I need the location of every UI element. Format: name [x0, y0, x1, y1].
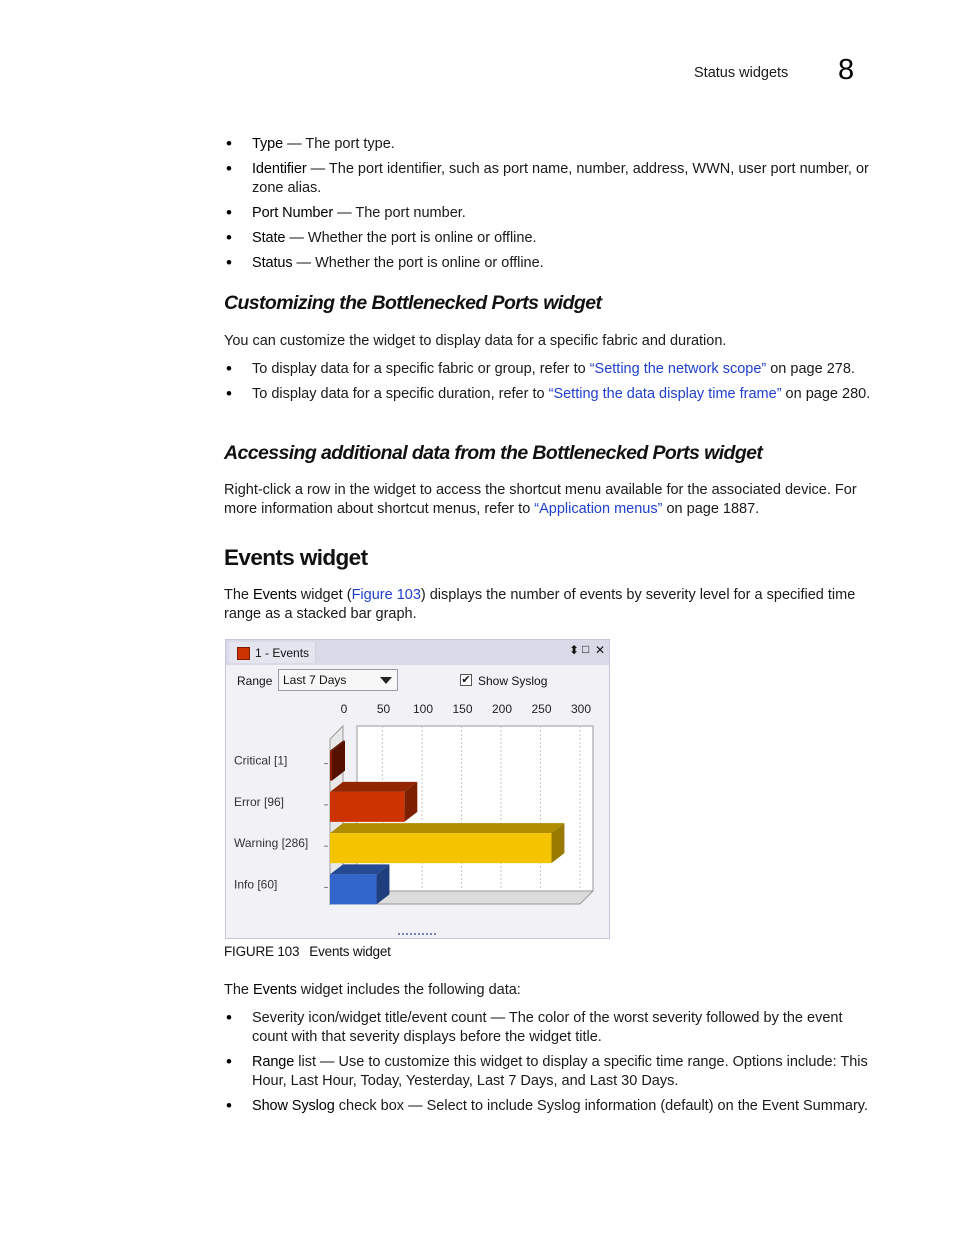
- link-figure-103[interactable]: Figure 103: [351, 587, 421, 603]
- events-bar-chart: [226, 698, 609, 930]
- range-dropdown[interactable]: [278, 669, 398, 691]
- link-data-display-time-frame[interactable]: “Setting the data display time frame”: [548, 386, 782, 402]
- widget-title-bar: [226, 640, 609, 665]
- figure-title: Events widget: [309, 944, 391, 959]
- link-network-scope[interactable]: “Setting the network scope”: [589, 361, 767, 377]
- running-header: [694, 65, 788, 81]
- events-widget: [225, 639, 610, 939]
- category-label: Warning [286]: [234, 836, 309, 851]
- list-item: [224, 1009, 874, 1047]
- bar-top: [330, 823, 564, 833]
- port-fields-list: [224, 135, 874, 273]
- list-item: [224, 135, 874, 154]
- description: — Whether the port is online or offline.: [285, 230, 537, 246]
- events-paragraph: [224, 586, 874, 624]
- text: widget (: [296, 587, 352, 603]
- range-label: Range: [237, 674, 273, 688]
- term: Events: [253, 982, 297, 998]
- list-item: [224, 385, 874, 404]
- bar-top: [330, 782, 417, 792]
- x-tick-label: 0: [340, 702, 348, 716]
- description: — The port identifier, such as port name, number, address, WWN, user port number, or zone alias.: [252, 161, 869, 196]
- text: ) displays the number of events by severity level for a specified time range as a stacked bar graph.: [224, 587, 856, 622]
- term: State: [252, 230, 286, 246]
- text: on page 280.: [781, 386, 871, 402]
- widget-title: 1 - Events: [255, 646, 310, 660]
- severity-icon: [237, 647, 250, 660]
- x-tick-label: 150: [452, 702, 473, 716]
- widget-title-tab: [229, 642, 316, 663]
- list-item: [224, 1053, 874, 1091]
- text: on page 1887.: [662, 501, 760, 517]
- section-heading-events: Events widget: [224, 545, 368, 570]
- term: Show Syslog: [252, 1098, 335, 1114]
- text: To display data for a specific fabric or group, refer to: [252, 361, 590, 377]
- text: widget includes the following data:: [296, 982, 521, 998]
- description: Severity icon/widget title/event count — The color of the worst severity followed by the event count with that severity displays before the widget title.: [252, 1010, 843, 1045]
- section-title: Status widgets: [694, 65, 789, 81]
- restore-icon[interactable]: □: [582, 642, 590, 656]
- category-label: Error [96]: [234, 794, 285, 809]
- list-item: [224, 204, 874, 223]
- list-item: [224, 254, 874, 273]
- bar: [330, 751, 332, 781]
- list-item: [224, 229, 874, 248]
- customizing-intro: You can customize the widget to display data for a specific fabric and duration.: [224, 333, 727, 349]
- customizing-list: [224, 360, 874, 404]
- description: check box — Select to include Syslog information (default) on the Event Summary.: [334, 1098, 868, 1114]
- description: — The port number.: [333, 205, 466, 221]
- description: list — Use to customize this widget to display a specific time range. Options include: This Hour, Last Hour, Today, Yesterday, Last 7 Days, and Last 30 Days.: [252, 1054, 868, 1089]
- x-tick-label: 250: [531, 702, 552, 716]
- x-tick-label: 200: [491, 702, 513, 716]
- bar: [330, 833, 551, 863]
- chapter-number: 8: [838, 54, 855, 86]
- text: Right-click a row in the widget to access the shortcut menu available for the associated device. For more information about shortcut menus, refer to: [224, 482, 857, 517]
- resize-grip[interactable]: [398, 933, 436, 937]
- close-icon[interactable]: ✕: [595, 643, 606, 657]
- term: Port Number: [252, 205, 334, 221]
- list-item: [224, 160, 874, 198]
- category-label: Info [60]: [234, 877, 278, 892]
- x-tick-label: 50: [376, 702, 391, 716]
- term: Type: [252, 136, 284, 152]
- link-application-menus[interactable]: “Application menus”: [534, 501, 663, 517]
- widget-fields-list: [224, 1009, 874, 1116]
- term: Events: [253, 587, 297, 603]
- x-tick-label: 100: [412, 702, 434, 716]
- bar: [330, 792, 404, 822]
- widget-data-intro: [224, 981, 874, 1000]
- term: Range: [252, 1054, 295, 1070]
- accessing-paragraph: [224, 481, 874, 519]
- text: on page 278.: [766, 361, 855, 377]
- bar: [330, 874, 376, 904]
- range-selected-value: Last 7 Days: [283, 673, 347, 687]
- section-heading-accessing: Accessing additional data from the Bottlenecked Ports widget: [224, 442, 763, 464]
- list-item: [224, 360, 874, 379]
- term: Status: [252, 255, 293, 271]
- show-syslog-label: Show Syslog: [478, 674, 548, 688]
- show-syslog-checkbox[interactable]: ✔: [461, 674, 471, 686]
- term: Identifier: [252, 161, 307, 177]
- figure-caption: [224, 944, 391, 959]
- text: To display data for a specific duration, refer to: [252, 386, 549, 402]
- x-tick-label: 300: [570, 702, 592, 716]
- list-item: [224, 1097, 874, 1116]
- text: The: [224, 587, 254, 603]
- text: The: [224, 982, 254, 998]
- category-label: Critical [1]: [234, 753, 288, 768]
- description: — The port type.: [283, 136, 395, 152]
- collapse-icon[interactable]: ⬍: [569, 643, 580, 657]
- section-heading-customizing: Customizing the Bottlenecked Ports widget: [224, 292, 602, 314]
- description: — Whether the port is online or offline.: [292, 255, 544, 271]
- figure-label: FIGURE 103: [224, 944, 300, 959]
- chevron-down-icon: [380, 677, 392, 684]
